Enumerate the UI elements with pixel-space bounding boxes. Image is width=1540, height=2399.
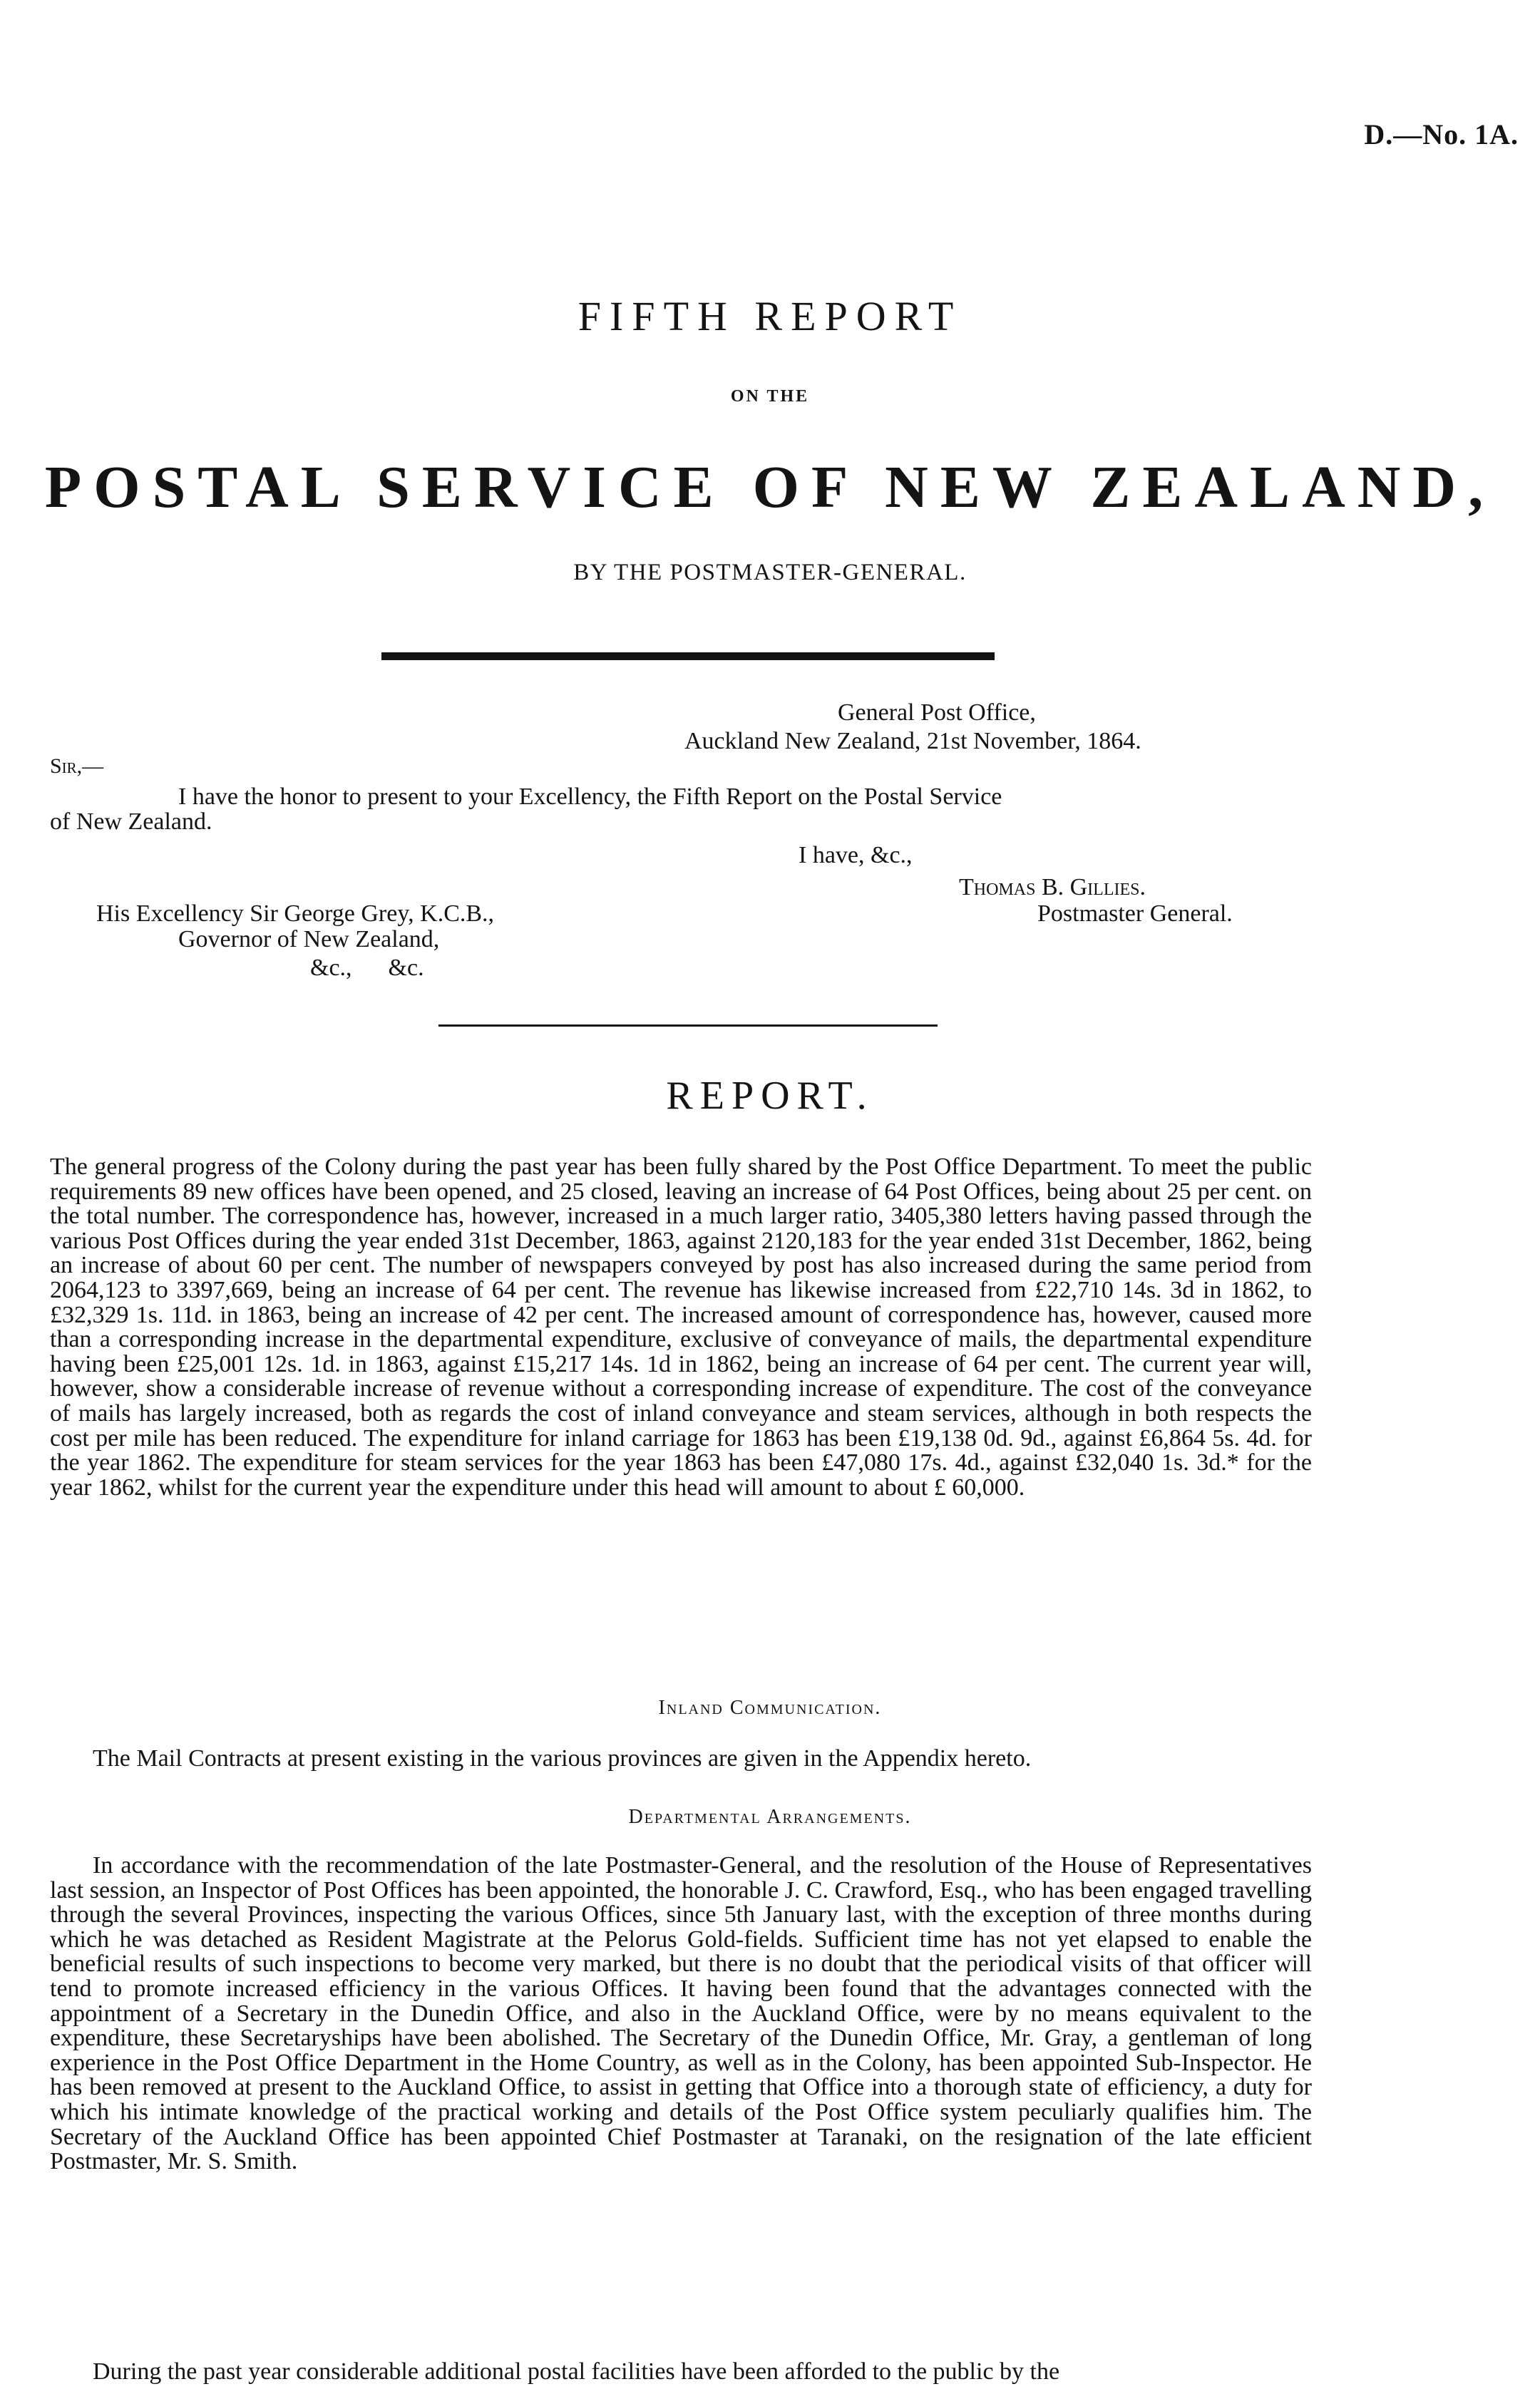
paragraph-inland-communication: The Mail Contracts at present existing in the various provinces are given in the Appendix hereto. [93, 1745, 1032, 1772]
letter-body-line1: I have the honor to present to your Excellency, the Fifth Report on the Postal Service [178, 784, 1002, 810]
letter-body-line2: of New Zealand. [50, 808, 212, 835]
report-paragraph-progress: The general progress of the Colony during the past year has been fully shared by the Post Office Department. To meet the public requirements 89 new offices have been opened, and 25 closed, leaving an increase of 64 Post Offices, being about 25 per cent. on the total number. The correspondence has, however, increased in a much larger ratio, 3405,380 letters having passed through the various Post Offices during the year ended 31st December, 1863, against 2120,183 for the year ended 31st December, 1862, being an increase of about 60 per cent. The number of newspapers conveyed by post has also increased during the same period from 2064,123 to 3397,669, being an increase of 64 per cent. The revenue has likewise increased from £22,710 14s. 3d in 1862, to £32,329 1s. 11d. in 1863, being an increase of 42 per cent. The increased amount of correspondence has, however, caused more than a corresponding increase in the departmental expenditure, exclusive of conveyance of mails, the departmental expenditure having been £25,001 12s. 1d. in 1863, against £15,217 14s. 1d in 1862, being an increase of 64 per cent. The current year will, however, show a considerable increase of revenue without a corresponding increase of expenditure. The cost of the conveyance of mails has largely increased, both as regards the cost of inland conveyance and steam services, although in both respects the cost per mile has been reduced. The expenditure for inland carriage for 1863 has been £19,138 0d. 9d., against £6,864 5s. 4d. for the year 1862. The expenditure for steam services for the year 1863 has been £47,080 17s. 4d., against £32,040 1s. 3d.* for the year 1862, whilst for the current year the expenditure under this head will amount to about £ 60,000. [50, 1154, 1312, 1501]
title-fifth-report: FIFTH REPORT [578, 293, 962, 339]
title-on-the: ON THE [730, 387, 810, 406]
letter-address-line1: General Post Office, [838, 699, 1036, 726]
letter-recipient-line3: &c., &c. [310, 955, 424, 981]
letter-closing: I have, &c., [799, 842, 913, 868]
heading-inland-communication: Inland Communication. [658, 1697, 882, 1719]
title-postal-service: POSTAL SERVICE OF NEW ZEALAND, [44, 454, 1496, 520]
paragraph-departmental-inspector: In accordance with the recommendation of the late Postmaster-General, and the resolution of the House of Representatives last session, an Inspector of Post Offices has been appointed, the honorable J. C. Crawford, Esq., who has been engaged travelling through the several Provinces, inspecting the various Offices, since 5th January last, with the exception of three months during which he was detached as Resident Magistrate at the Pelorus Gold-fields. Sufficient time has not yet elapsed to enable the beneficial results of such inspections to become very marked, but there is no doubt that the periodical visits of that officer will tend to promote increased efficiency in the various Offices. It having been found that the advantages connected with the appointment of a Secretary in the Dunedin Office, and also in the Auckland Office, were by no means equivalent to the expenditure, these Secretaryships have been abolished. The Secretary of the Dunedin Office, Mr. Gray, a gentleman of long experience in the Post Office Department in the Home Country, as well as in the Colony, has been appointed Sub-Inspector. He has been removed at present to the Auckland Office, to assist in getting that Office into a thorough state of efficiency, a duty for which his intimate knowledge of the practical working and details of the Post Office system peculiarly qualifies him. The Secretary of the Auckland Office has been appointed Chief Postmaster at Taranaki, on the resignation of the late efficient Postmaster, Mr. S. Smith. [50, 1852, 1312, 2175]
title-divider-thick [381, 652, 995, 660]
document-reference: D.—No. 1A. [1364, 118, 1519, 150]
letter-signature-name: Thomas B. Gillies. [959, 874, 1146, 900]
heading-departmental-arrangements: Departmental Arrangements. [628, 1806, 912, 1828]
title-byline: BY THE POSTMASTER-GENERAL. [573, 560, 967, 585]
paragraph-departmental-facilities: During the past year considerable additional postal facilities have been afforded to the public by the [93, 2358, 1060, 2385]
report-heading: REPORT. [666, 1074, 874, 1118]
letter-recipient-line2: Governor of New Zealand, [178, 926, 440, 952]
letter-salutation: Sir,— [50, 754, 104, 778]
letter-recipient-line1: His Excellency Sir George Grey, K.C.B., [96, 900, 495, 927]
section-divider-thin [438, 1024, 938, 1027]
letter-address-line2: Auckland New Zealand, 21st November, 1864. [684, 728, 1141, 754]
letter-signature-title: Postmaster General. [1037, 900, 1233, 927]
